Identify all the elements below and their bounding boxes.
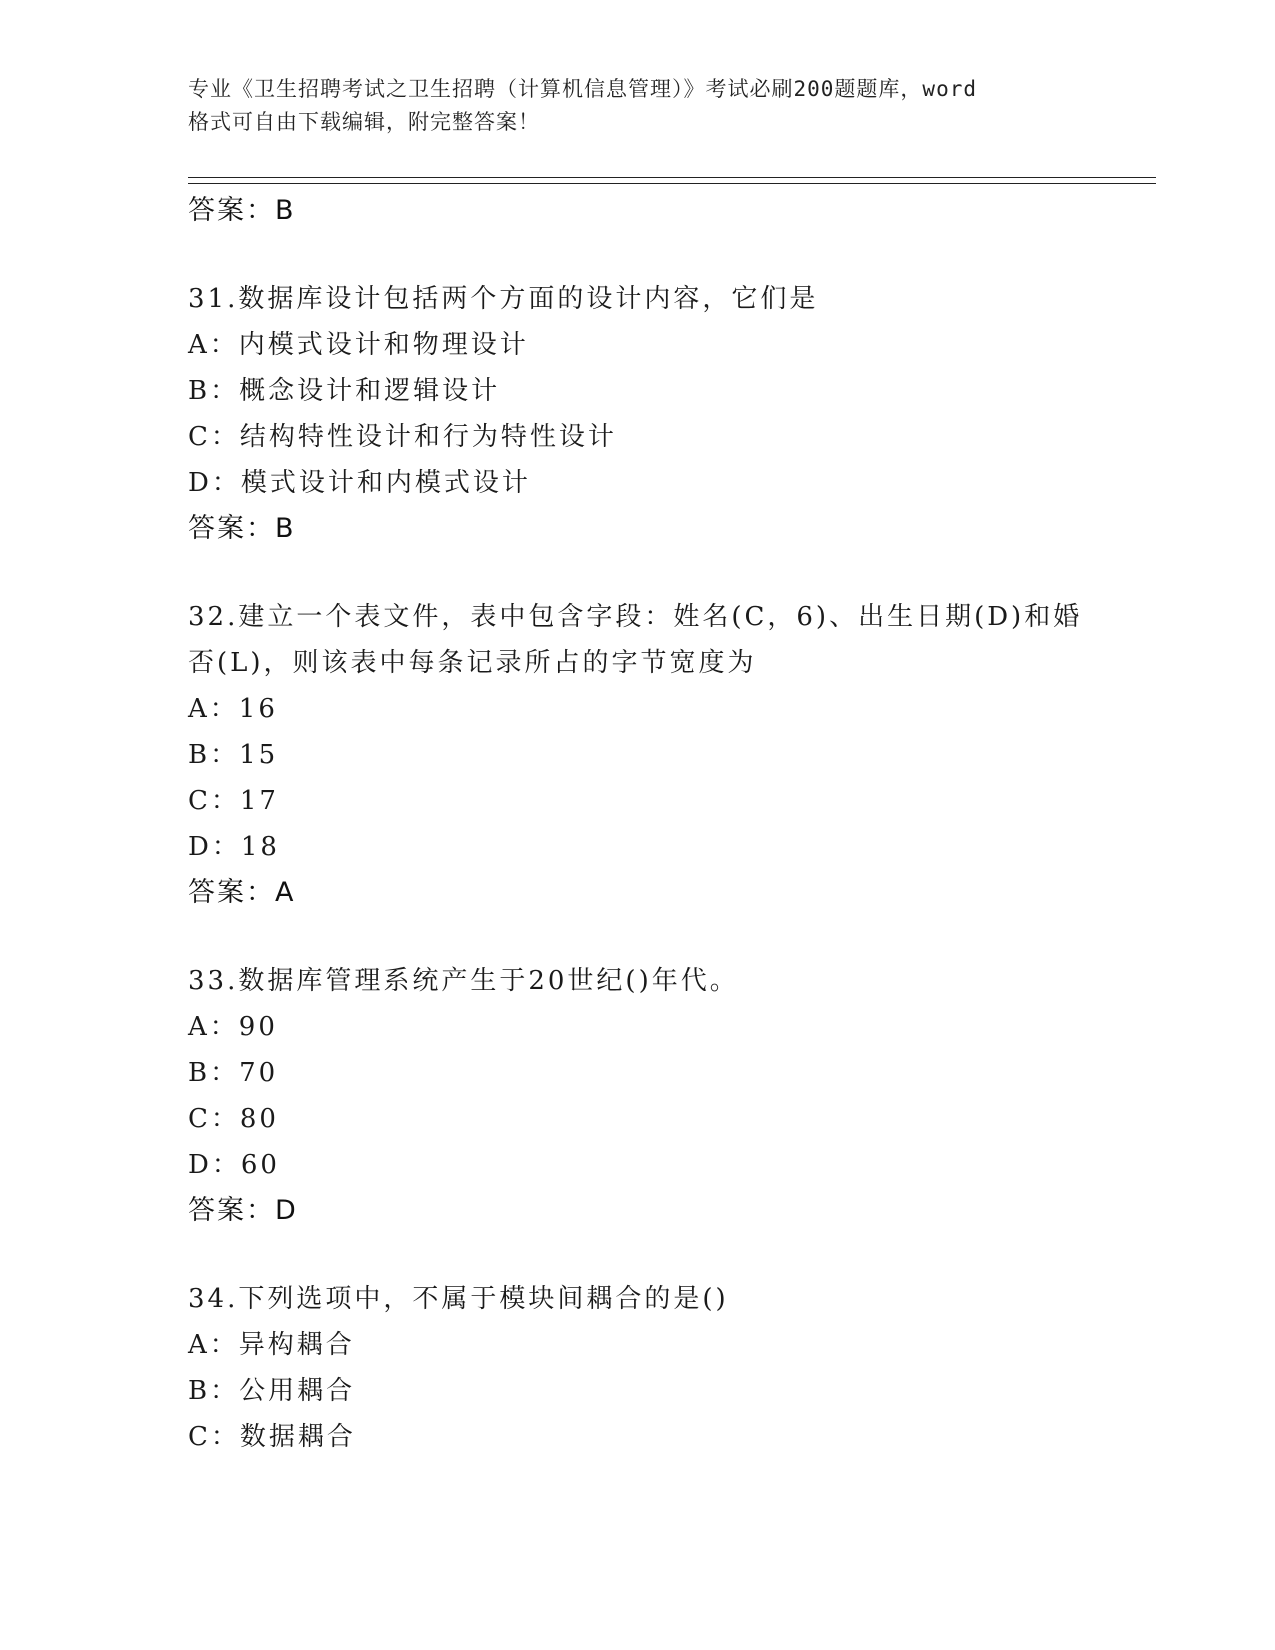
previous-answer: 答案：B (188, 195, 296, 226)
answer: 答案：D (188, 1195, 298, 1226)
option-c: C：80 (188, 1104, 279, 1134)
option-b: B：概念设计和逻辑设计 (188, 376, 501, 406)
spacer (188, 1234, 1148, 1276)
option-d: D：60 (188, 1150, 280, 1180)
option-c: C：数据耦合 (188, 1422, 356, 1452)
document-header (188, 73, 1088, 139)
option-b: B：70 (188, 1058, 279, 1088)
option-a: A：异构耦合 (188, 1330, 355, 1360)
header-line-2: 格式可自由下载编辑，附完整答案！ (188, 110, 540, 134)
answer: 答案：A (188, 877, 296, 908)
option-c: C：结构特性设计和行为特性设计 (188, 422, 617, 452)
question-text: 34.下列选项中，不属于模块间耦合的是() (188, 1284, 729, 1314)
question-text: 33.数据库管理系统产生于20世纪()年代。 (188, 966, 739, 996)
question-text-continued: 否(L)，则该表中每条记录所占的字节宽度为 (188, 648, 757, 678)
spacer (188, 552, 1148, 594)
option-a: A：内模式设计和物理设计 (188, 330, 529, 360)
option-a: A：90 (188, 1012, 278, 1042)
header-rule-top (188, 177, 1156, 178)
header-line-1: 专业《卫生招聘考试之卫生招聘（计算机信息管理）》考试必刷200题题库，word (188, 77, 977, 101)
question-list (188, 188, 1148, 1460)
question-text: 32.建立一个表文件，表中包含字段：姓名(C，6)、出生日期(D)和婚 (188, 602, 1083, 632)
spacer (188, 916, 1148, 958)
option-d: D：模式设计和内模式设计 (188, 468, 531, 498)
spacer (188, 234, 1148, 276)
header-rule-bottom (188, 183, 1156, 184)
question-34 (188, 1276, 1148, 1460)
question-32 (188, 594, 1148, 916)
option-c: C：17 (188, 786, 279, 816)
option-b: B：15 (188, 740, 279, 770)
question-text: 31.数据库设计包括两个方面的设计内容，它们是 (188, 284, 819, 314)
answer: 答案：B (188, 513, 296, 544)
option-a: A：16 (188, 694, 278, 724)
question-31 (188, 276, 1148, 552)
option-d: D：18 (188, 832, 280, 862)
question-33 (188, 958, 1148, 1234)
option-b: B：公用耦合 (188, 1376, 356, 1406)
